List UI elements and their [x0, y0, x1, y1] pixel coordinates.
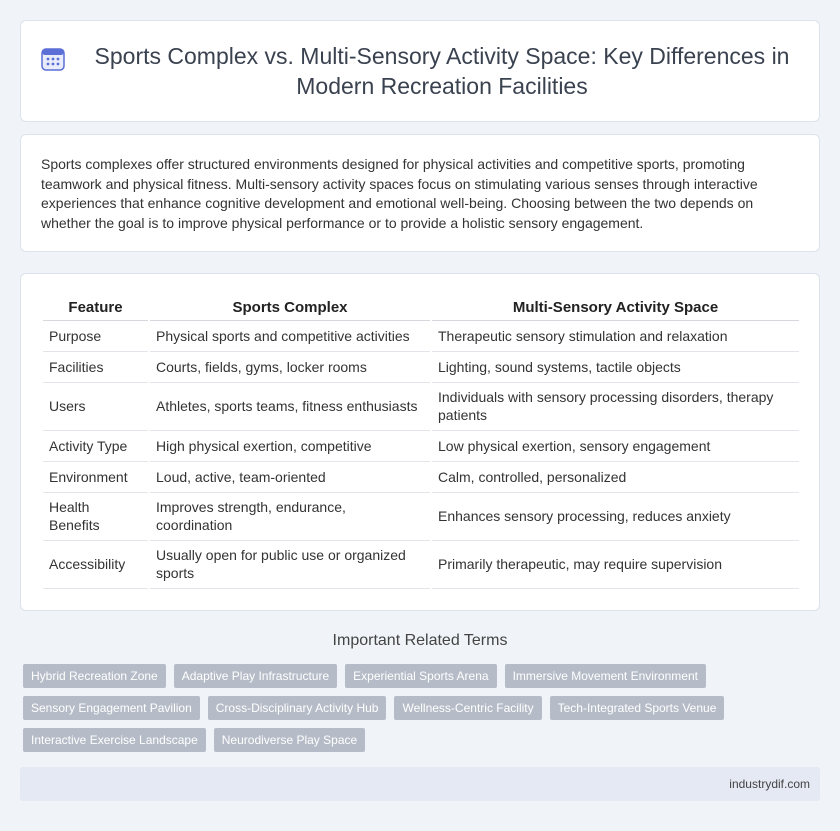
table-cell: Physical sports and competitive activities: [149, 320, 431, 351]
table-cell: Athletes, sports teams, fitness enthusiasts: [149, 382, 431, 430]
table-cell: Courts, fields, gyms, locker rooms: [149, 351, 431, 382]
table-row: [43, 351, 799, 382]
related-term-tag[interactable]: Wellness-Centric Facility: [394, 696, 541, 720]
comparison-table: [43, 296, 799, 589]
related-term-tag[interactable]: Tech-Integrated Sports Venue: [550, 696, 725, 720]
table-cell: Improves strength, endurance, coordination: [149, 492, 431, 540]
table-cell: Enhances sensory processing, reduces anxiety: [431, 492, 799, 540]
footer: [20, 767, 820, 801]
table-cell: Health Benefits: [43, 492, 149, 540]
column-header-sports-complex: Sports Complex: [149, 296, 431, 320]
intro-card: [20, 134, 820, 252]
table-cell: Calm, controlled, personalized: [431, 461, 799, 492]
table-cell: Primarily therapeutic, may require supervision: [431, 540, 799, 588]
table-row: [43, 320, 799, 351]
table-cell: Loud, active, team-oriented: [149, 461, 431, 492]
related-term-tag[interactable]: Cross-Disciplinary Activity Hub: [208, 696, 387, 720]
table-cell: Therapeutic sensory stimulation and relaxation: [431, 320, 799, 351]
table-cell: Environment: [43, 461, 149, 492]
intro-paragraph: Sports complexes offer structured environments designed for physical activities and competitive sports, promoting teamwork and physical fitness. Multi-sensory activity spaces focus on stimulating various senses through interactive experiences that enhance cognitive development and emotional well-being. Choosing between the two depends on whether the goal is to improve physical performance or to provide a holistic sensory engagement.: [41, 156, 758, 231]
related-term-tag[interactable]: Interactive Exercise Landscape: [23, 728, 206, 752]
column-header-multi-sensory: Multi-Sensory Activity Space: [431, 296, 799, 320]
related-term-tag[interactable]: Neurodiverse Play Space: [214, 728, 365, 752]
related-terms-list: [23, 664, 817, 752]
table-row: [43, 382, 799, 430]
title-card: [20, 20, 820, 122]
table-cell: Lighting, sound systems, tactile objects: [431, 351, 799, 382]
table-row: [43, 492, 799, 540]
table-cell: Activity Type: [43, 430, 149, 461]
column-header-feature: Feature: [43, 296, 149, 320]
related-term-tag[interactable]: Adaptive Play Infrastructure: [174, 664, 337, 688]
table-cell: Users: [43, 382, 149, 430]
table-cell: High physical exertion, competitive: [149, 430, 431, 461]
related-term-tag[interactable]: Immersive Movement Environment: [505, 664, 706, 688]
calendar-icon: [40, 46, 66, 72]
table-cell: Usually open for public use or organized sports: [149, 540, 431, 588]
table-row: [43, 461, 799, 492]
table-cell: Accessibility: [43, 540, 149, 588]
related-term-tag[interactable]: Experiential Sports Arena: [345, 664, 496, 688]
table-cell: Individuals with sensory processing disorders, therapy patients: [431, 382, 799, 430]
page-title: Sports Complex vs. Multi-Sensory Activity Space: Key Differences in Modern Recreation Facilities: [94, 43, 790, 99]
related-term-tag[interactable]: Hybrid Recreation Zone: [23, 664, 166, 688]
footer-site-link[interactable]: industrydif.com: [729, 777, 810, 791]
table-cell: Purpose: [43, 320, 149, 351]
related-terms-heading: Important Related Terms: [332, 632, 508, 649]
table-row: [43, 540, 799, 588]
table-header-row: [43, 296, 799, 320]
table-cell: Low physical exertion, sensory engagement: [431, 430, 799, 461]
table-row: [43, 430, 799, 461]
comparison-card: [20, 273, 820, 611]
table-cell: Facilities: [43, 351, 149, 382]
related-term-tag[interactable]: Sensory Engagement Pavilion: [23, 696, 200, 720]
